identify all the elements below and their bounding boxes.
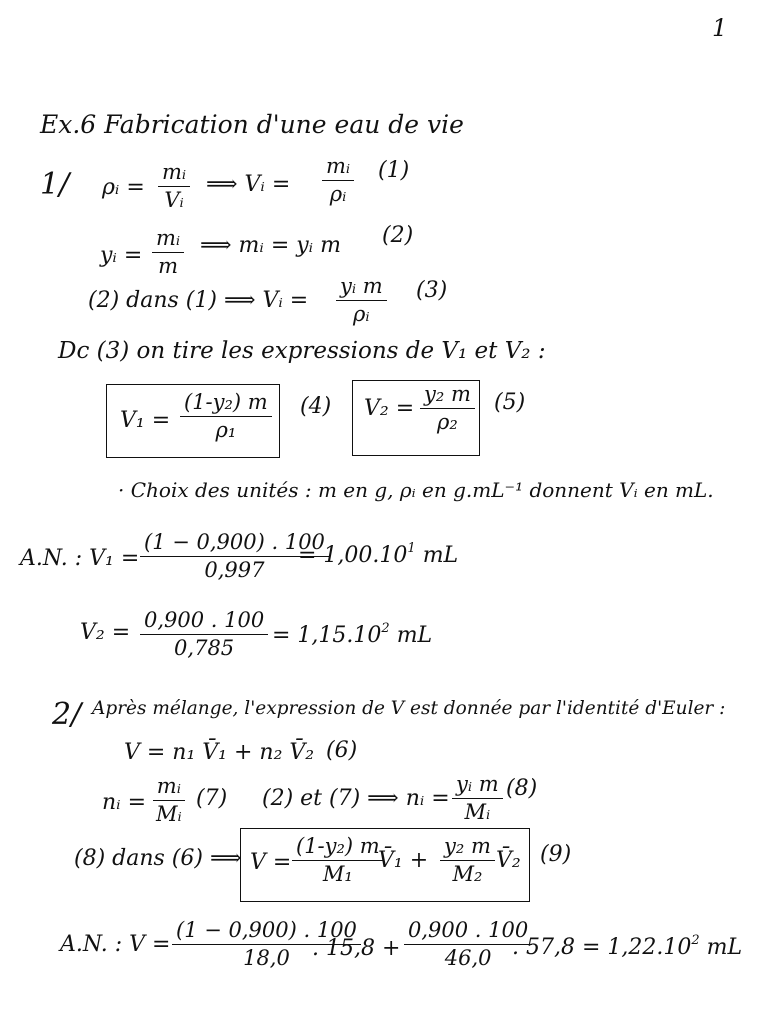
n-lhs: nᵢ =: [102, 790, 147, 815]
an-v1-denominator: 0,997: [204, 558, 265, 582]
subst-numerator: yᵢ m: [336, 276, 387, 301]
n-numerator: mᵢ: [153, 776, 185, 801]
v-lhs: V =: [250, 850, 292, 875]
euler-intro: Après mélange, l'expression de V est donnée par l'identité d'Euler :: [92, 698, 726, 719]
v2-fraction: [420, 384, 475, 433]
page-number: 1: [712, 14, 728, 42]
rho-denominator: Vᵢ: [164, 188, 184, 212]
y-denominator: m: [158, 254, 179, 278]
eq8-tag: (8): [506, 776, 538, 801]
rho-lhs: ρᵢ =: [102, 175, 145, 200]
rho-fraction: [158, 162, 190, 211]
an-v-result: . $57,8 = 1,22.10^2$ mL: [512, 933, 743, 960]
y-numerator: mᵢ: [152, 228, 184, 253]
v-fraction-2: [440, 836, 495, 885]
eq9-tag: (9): [540, 842, 572, 867]
an-v2-denominator: 0,785: [174, 636, 235, 660]
v2-lhs: V₂ =: [364, 396, 415, 421]
v-end: V̄₂: [496, 848, 521, 873]
vi-denominator: ρᵢ: [329, 182, 347, 206]
eq3-tag: (3): [416, 278, 448, 303]
an-v1-numerator: (1 − 0,900) . 100: [140, 532, 329, 557]
subst-fraction: [336, 276, 387, 325]
substitution-text: (2) dans (1) ⟹ Vᵢ =: [88, 288, 309, 313]
an-v-frac1-numerator: (1 − 0,900) . 100: [172, 920, 361, 945]
eq5-tag: (5): [494, 390, 526, 415]
y-lhs: yᵢ =: [100, 243, 143, 268]
rho-implies: ⟹ Vᵢ =: [206, 172, 291, 197]
n-fraction: [152, 776, 186, 825]
part1-label: 1/: [40, 167, 70, 202]
units-note: · Choix des unités : m en g, ρᵢ en g.mL⁻¹ donnent Vᵢ en mL.: [118, 478, 714, 502]
v-fraction-1: [292, 836, 384, 885]
an-v-lhs: A.N. : V =: [60, 932, 171, 957]
vi-numerator: mᵢ: [322, 156, 354, 181]
an-v-frac2-denominator: 46,0: [444, 946, 492, 970]
rho-numerator: mᵢ: [158, 162, 190, 187]
y-fraction: [152, 228, 184, 277]
v-substitution: (8) dans (6) ⟹: [74, 846, 242, 871]
v1-lhs: V₁ =: [120, 408, 171, 433]
v-frac2-numerator: y₂ m: [440, 836, 495, 861]
v-frac2-denominator: M₂: [452, 862, 483, 886]
eq6-tag: (6): [326, 738, 358, 763]
eq1-tag: (1): [378, 158, 410, 183]
an-v-frac2-numerator: 0,900 . 100: [404, 920, 532, 945]
eq4-tag: (4): [300, 394, 332, 419]
n-substitution: (2) et (7) ⟹ nᵢ =: [262, 786, 450, 811]
an-v2-result: = $1,15.10^2$ mL: [272, 621, 433, 648]
n-subst-numerator: yᵢ m: [452, 774, 503, 799]
vi-fraction: [322, 156, 354, 205]
v-frac1-denominator: M₁: [322, 862, 353, 886]
n-subst-fraction: [452, 774, 503, 823]
eq7-tag: (7): [196, 786, 228, 811]
an-v-frac1-denominator: 18,0: [243, 946, 290, 970]
n-subst-denominator: Mᵢ: [464, 800, 491, 824]
deduction-text: Dc (3) on tire les expressions de V₁ et V₂ :: [58, 338, 546, 364]
subst-denominator: ρᵢ: [353, 302, 370, 326]
an-v2-fraction: [140, 610, 268, 659]
v1-numerator: (1-y₂) m: [180, 392, 272, 417]
part2-label: 2/: [52, 697, 82, 732]
an-v1-result: = $1,00.10^1$ mL: [298, 541, 459, 568]
v-middle: V̄₁ +: [378, 848, 429, 873]
v-frac1-numerator: (1-y₂) m: [292, 836, 384, 861]
v2-numerator: y₂ m: [420, 384, 475, 409]
page-title: Ex.6 Fabrication d'une eau de vie: [40, 110, 464, 139]
v1-denominator: ρ₁: [215, 418, 237, 442]
y-implies: ⟹ mᵢ = yᵢ m: [200, 233, 341, 258]
v2-denominator: ρ₂: [437, 410, 458, 434]
an-v1-lhs: A.N. : V₁ =: [20, 546, 140, 571]
v1-fraction: [180, 392, 272, 441]
an-v2-numerator: 0,900 . 100: [140, 610, 268, 635]
n-denominator: Mᵢ: [156, 802, 182, 826]
eq2-tag: (2): [382, 223, 414, 248]
an-v2-lhs: V₂ =: [80, 620, 131, 645]
euler-identity: V = n₁ V̄₁ + n₂ V̄₂: [124, 740, 315, 765]
an-v-middle: . 15,8 +: [312, 936, 401, 961]
